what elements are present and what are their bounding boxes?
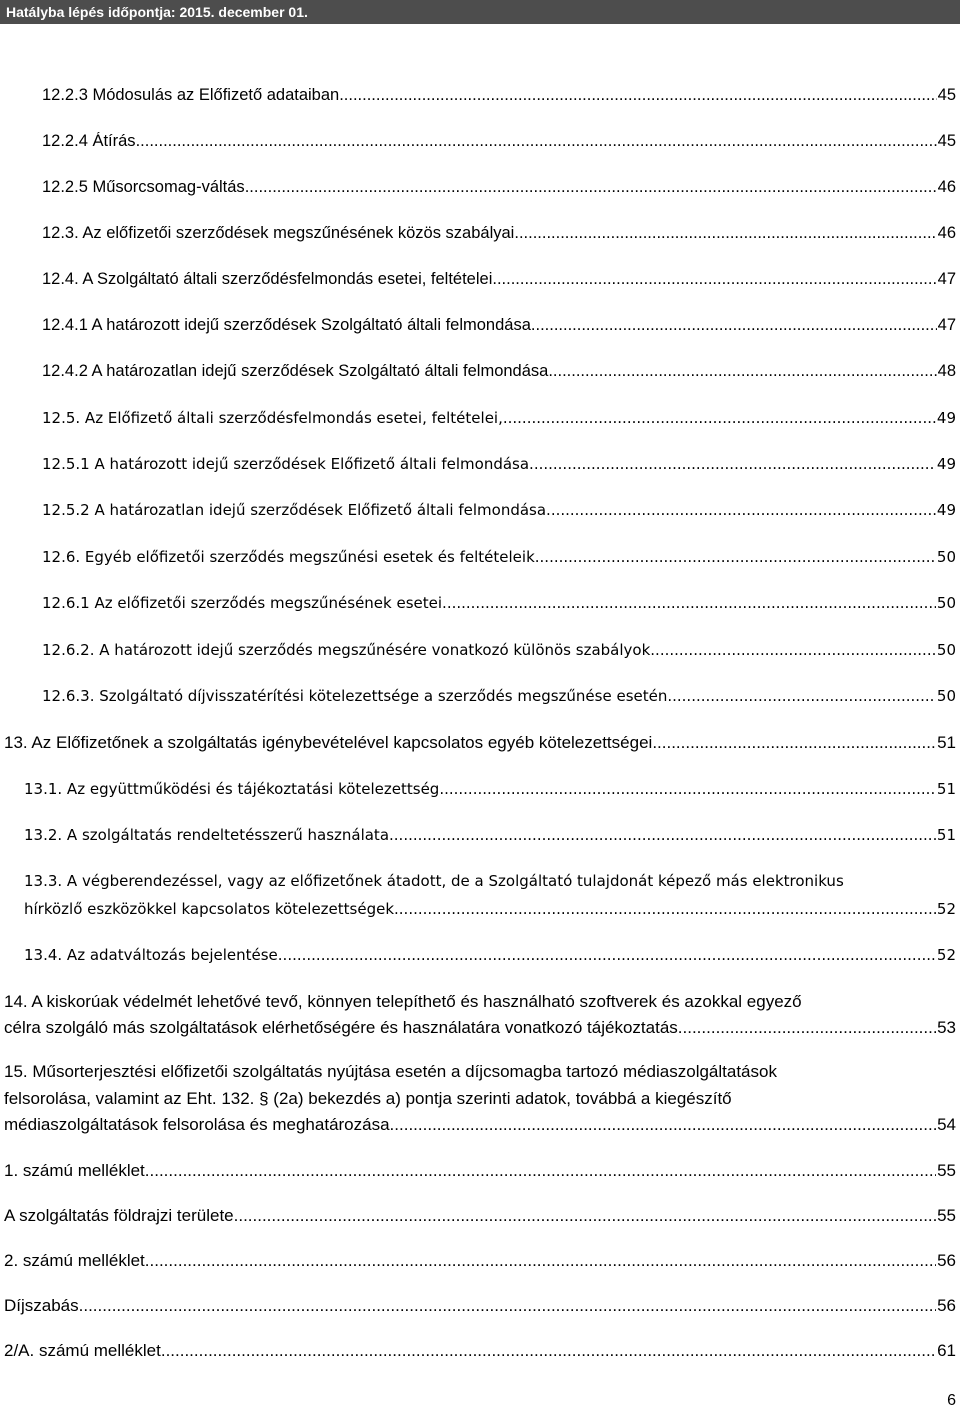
toc-entry-page: 49 bbox=[936, 409, 956, 427]
toc-entry-title: médiaszolgáltatások felsorolása és meghatározása. bbox=[4, 1115, 395, 1134]
toc-entry-15-line2: felsorolása, valamint az Eht. 132. § (2a) bekezdés a) pontja szerinti adatok, továbbá a kiegészítő bbox=[4, 1089, 732, 1108]
toc-entry-12-4-2[interactable] bbox=[42, 362, 956, 381]
toc-entry-13-1[interactable] bbox=[24, 780, 956, 798]
toc-entry-title: hírközlő eszközökkel kapcsolatos kötelezettségek bbox=[24, 900, 395, 918]
toc-entry-page: 48 bbox=[937, 362, 956, 380]
toc-entry-title: célra szolgáló más szolgáltatások elérhetőségére és használatára vonatkozó tájékoztatás bbox=[4, 1018, 678, 1037]
toc-entry-title: 12.2.4 Átírás bbox=[42, 132, 136, 150]
toc-entry-title: 12.2.3 Módosulás az Előfizető adataiban bbox=[42, 86, 340, 104]
toc-entry-page: 52 bbox=[936, 946, 956, 964]
dot-leader bbox=[394, 1115, 936, 1135]
dot-leader bbox=[145, 1251, 936, 1271]
effective-date-header: Hatályba lépés időpontja: 2015. december 01. bbox=[0, 0, 960, 24]
dot-leader bbox=[161, 1341, 936, 1361]
dot-leader bbox=[145, 1161, 936, 1181]
toc-entry-12-2-5[interactable] bbox=[42, 178, 956, 197]
dot-leader bbox=[339, 86, 936, 105]
toc-entry-title: 1. számú melléklet bbox=[4, 1161, 145, 1180]
toc-entry-title: 12.4. A Szolgáltató általi szerződésfelmondás esetei, feltételei bbox=[42, 270, 493, 288]
dot-leader bbox=[503, 409, 936, 427]
toc-entry-tariffs[interactable] bbox=[4, 1296, 956, 1316]
toc-entry-12-4[interactable] bbox=[42, 270, 956, 289]
toc-entry-page: 55 bbox=[937, 1161, 956, 1180]
dot-leader bbox=[667, 687, 936, 705]
dot-leader bbox=[548, 362, 936, 381]
toc-entry-13-4[interactable] bbox=[24, 946, 956, 964]
toc-entry-page: 55 bbox=[937, 1206, 956, 1225]
toc-entry-12-6-1[interactable] bbox=[42, 594, 956, 612]
toc-entry-title: 12.6.2. A határozott idejű szerződés megszűnésére vonatkozó különös szabályok bbox=[42, 641, 651, 659]
toc-entry-title: 12.5.2 A határozatlan idejű szerződések Előfizető általi felmondása bbox=[42, 501, 547, 519]
toc-entry-page: 51 bbox=[936, 780, 956, 798]
toc-entry-title: 2/A. számú melléklet bbox=[4, 1341, 161, 1360]
toc-entry-12-5-1[interactable] bbox=[42, 455, 956, 473]
toc-entry-page: 47 bbox=[937, 316, 956, 334]
toc-entry-page: 45 bbox=[937, 132, 956, 150]
dot-leader bbox=[546, 501, 936, 519]
toc-entry-title: A szolgáltatás földrajzi területe bbox=[4, 1206, 234, 1225]
toc-entry-15-line1: 15. Műsorterjesztési előfizetői szolgáltatás nyújtása esetén a díjcsomagba tartozó médiaszolgáltatások bbox=[4, 1062, 777, 1081]
toc-entry-12-4-1[interactable] bbox=[42, 316, 956, 335]
toc-entry-page: 54 bbox=[937, 1115, 956, 1134]
toc-entry-12-3[interactable] bbox=[42, 224, 956, 243]
toc-entry-title: 13. Az Előfizetőnek a szolgáltatás igénybevételével kapcsolatos egyéb kötelezettségei bbox=[4, 733, 653, 752]
toc-entry-12-5-2[interactable] bbox=[42, 501, 956, 519]
toc-entry-title: 12.6. Egyéb előfizetői szerződés megszűnési esetek és feltételeik bbox=[42, 548, 535, 566]
toc-entry-title: 13.2. A szolgáltatás rendeltetésszerű használata bbox=[24, 826, 390, 844]
toc-entry-13-3[interactable] bbox=[24, 900, 956, 918]
toc-entry-12-2-3[interactable] bbox=[42, 86, 956, 105]
toc-entry-page: 53 bbox=[937, 1018, 956, 1037]
toc-entry-page: 46 bbox=[937, 178, 956, 196]
toc-entry-title: 13.1. Az együttműködési és tájékoztatási kötelezettség bbox=[24, 780, 440, 798]
toc-entry-page: 50 bbox=[936, 687, 956, 705]
toc-entry-12-6[interactable] bbox=[42, 548, 956, 566]
toc-entry-page: 47 bbox=[937, 270, 956, 288]
dot-leader bbox=[442, 594, 936, 612]
toc-entry-page: 56 bbox=[937, 1251, 956, 1270]
toc-entry-title: 2. számú melléklet bbox=[4, 1251, 145, 1270]
toc-entry-page: 49 bbox=[936, 501, 956, 519]
toc-entry-15[interactable] bbox=[4, 1115, 956, 1135]
toc-entry-title: 12.4.2 A határozatlan idejű szerződések Szolgáltató általi felmondása bbox=[42, 362, 549, 380]
toc-entry-page: 61 bbox=[937, 1341, 956, 1360]
toc-entry-13-3-line1: 13.3. A végberendezéssel, vagy az előfizetőnek átadott, de a Szolgáltató tulajdonát képező más elektronikus bbox=[24, 872, 844, 890]
toc-entry-12-2-4[interactable] bbox=[42, 132, 956, 151]
dot-leader bbox=[278, 946, 936, 964]
dot-leader bbox=[136, 132, 937, 151]
toc-entry-title: 12.5. Az Előfizető általi szerződésfelmondás esetei, feltételei, bbox=[42, 409, 503, 427]
dot-leader bbox=[439, 780, 936, 798]
toc-entry-annex-2a[interactable] bbox=[4, 1341, 956, 1361]
toc-entry-12-6-3[interactable] bbox=[42, 687, 956, 705]
dot-leader bbox=[234, 1206, 936, 1226]
toc-entry-12-6-2[interactable] bbox=[42, 641, 956, 659]
toc-entry-page: 46 bbox=[937, 224, 956, 242]
dot-leader bbox=[531, 316, 937, 335]
toc-entry-page: 50 bbox=[936, 548, 956, 566]
toc-entry-title: 13.4. Az adatváltozás bejelentése bbox=[24, 946, 278, 964]
toc-entry-title: Díjszabás bbox=[4, 1296, 79, 1315]
toc-entry-title: 12.4.1 A határozott idejű szerződések Szolgáltató általi felmondása bbox=[42, 316, 531, 334]
dot-leader bbox=[652, 733, 936, 753]
toc-entry-page: 50 bbox=[936, 641, 956, 659]
dot-leader bbox=[245, 178, 937, 197]
toc-entry-title: 12.3. Az előfizetői szerződések megszűnésének közös szabályai bbox=[42, 224, 515, 242]
toc-entry-page: 51 bbox=[936, 826, 956, 844]
toc-entry-title: 12.6.1 Az előfizetői szerződés megszűnésének esetei bbox=[42, 594, 443, 612]
toc-entry-annex-2[interactable] bbox=[4, 1251, 956, 1271]
toc-entry-page: 51 bbox=[937, 733, 956, 752]
toc-entry-page: 45 bbox=[937, 86, 956, 104]
page-number: 6 bbox=[947, 1392, 956, 1409]
toc-entry-13-2[interactable] bbox=[24, 826, 956, 844]
dot-leader bbox=[650, 641, 936, 659]
dot-leader bbox=[535, 548, 936, 566]
dot-leader bbox=[529, 455, 936, 473]
toc-entry-title: 12.5.1 A határozott idejű szerződések Előfizető általi felmondása bbox=[42, 455, 530, 473]
toc-entry-12-5[interactable] bbox=[42, 409, 956, 427]
toc-entry-page: 52 bbox=[936, 900, 956, 918]
dot-leader bbox=[514, 224, 936, 243]
toc-entry-page: 50 bbox=[936, 594, 956, 612]
toc-entry-14[interactable] bbox=[4, 1018, 956, 1038]
dot-leader bbox=[394, 900, 936, 918]
toc-entry-page: 56 bbox=[937, 1296, 956, 1315]
dot-leader bbox=[389, 826, 936, 844]
toc-entry-title: 12.2.5 Műsorcsomag-váltás bbox=[42, 178, 245, 196]
toc-entry-service-area[interactable] bbox=[4, 1206, 956, 1226]
dot-leader bbox=[492, 270, 936, 289]
toc-entry-title: 12.6.3. Szolgáltató díjvisszatérítési kötelezettsége a szerződés megszűnése esetén bbox=[42, 687, 668, 705]
toc-entry-14-line1: 14. A kiskorúak védelmét lehetővé tevő, könnyen telepíthető és használható szoftverek és azokkal egyező bbox=[4, 992, 802, 1011]
dot-leader bbox=[79, 1296, 936, 1316]
toc-entry-annex-1[interactable] bbox=[4, 1161, 956, 1181]
toc-entry-page: 49 bbox=[936, 455, 956, 473]
dot-leader bbox=[678, 1018, 936, 1038]
toc-entry-13[interactable] bbox=[4, 733, 956, 753]
